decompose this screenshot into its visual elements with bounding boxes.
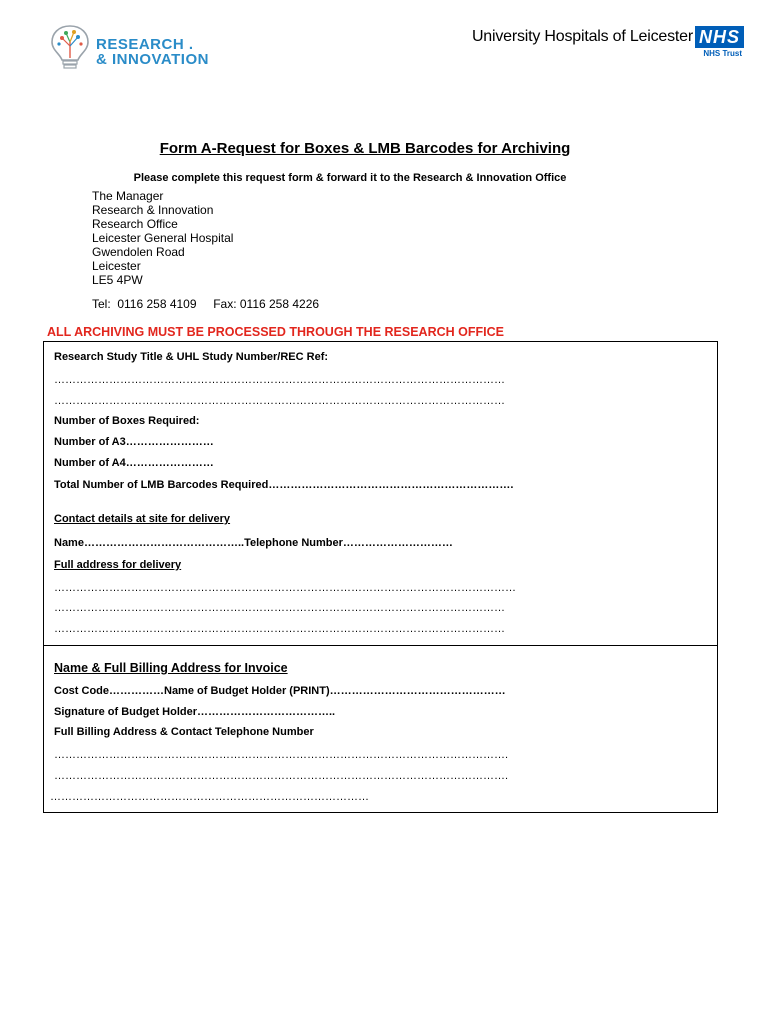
billing-address-field-3[interactable]: …………………………………………………………………………… [50, 791, 369, 803]
address-line: Leicester [92, 259, 141, 273]
cost-code-field[interactable]: Cost Code……………Name of Budget Holder (PRINT)………………………………………… [54, 685, 506, 697]
nhs-trust-label: NHS Trust [703, 49, 742, 58]
billing-heading: Name & Full Billing Address for Invoice [54, 661, 288, 675]
billing-address-field-1[interactable]: ……………………………………………………………………………………………………………. [54, 749, 509, 761]
tel-fax-line: Tel: 0116 258 4109 Fax: 0116 258 4226 [92, 297, 320, 311]
a3-count-field[interactable]: Number of A3…………………… [54, 436, 214, 448]
address-line: Research & Innovation [92, 203, 214, 217]
study-title-field-2[interactable]: …………………………………………………………………………………………………………… [54, 395, 505, 407]
barcodes-count-field[interactable]: Total Number of LMB Barcodes Required…………………………………………………………. [54, 479, 514, 491]
budget-holder-signature-field[interactable]: Signature of Budget Holder……………………………….. [54, 706, 336, 718]
office-address [92, 189, 233, 287]
name-telephone-field[interactable]: Name……………………………………..Telephone Number………………………… [54, 537, 453, 549]
billing-address-label: Full Billing Address & Contact Telephone Number [54, 726, 314, 738]
billing-box [43, 645, 718, 813]
delivery-address-field-2[interactable]: …………………………………………………………………………………………………………… [54, 602, 505, 614]
address-line: The Manager [92, 189, 164, 203]
delivery-address-field-1[interactable]: ……………………………………………………………………………………………………………… [54, 582, 516, 594]
logo-text-innovation: & INNOVATION [96, 51, 209, 68]
uhl-nhs-logo [472, 26, 744, 58]
billing-address-field-2[interactable]: ……………………………………………………………………………………………………………. [54, 770, 509, 782]
lightbulb-tree-icon [48, 22, 92, 70]
nhs-badge: NHS [695, 26, 744, 48]
research-innovation-logo [48, 22, 238, 72]
delivery-address-heading: Full address for delivery [54, 559, 182, 571]
logo-text-research: RESEARCH . [96, 36, 194, 53]
address-line: Research Office [92, 217, 178, 231]
contact-details-heading: Contact details at site for delivery [54, 513, 231, 525]
uhl-name: University Hospitals of Leicester [471, 28, 693, 45]
delivery-address-field-3[interactable]: …………………………………………………………………………………………………………… [54, 623, 505, 635]
request-details-box [43, 341, 718, 646]
study-title-label: Research Study Title & UHL Study Number/REC Ref: [54, 351, 329, 363]
boxes-required-label: Number of Boxes Required: [54, 415, 200, 427]
address-line: LE5 4PW [92, 273, 143, 287]
archiving-warning: ALL ARCHIVING MUST BE PROCESSED THROUGH THE RESEARCH OFFICE [47, 325, 504, 339]
address-line: Leicester General Hospital [92, 231, 234, 245]
study-title-field[interactable]: …………………………………………………………………………………………………………… [54, 374, 505, 386]
address-line: Gwendolen Road [92, 245, 185, 259]
instruction-text: Please complete this request form & forward it to the Research & Innovation Office [133, 172, 567, 184]
form-title: Form A-Request for Boxes & LMB Barcodes for Archiving [159, 140, 571, 157]
a4-count-field[interactable]: Number of A4…………………… [54, 457, 214, 469]
